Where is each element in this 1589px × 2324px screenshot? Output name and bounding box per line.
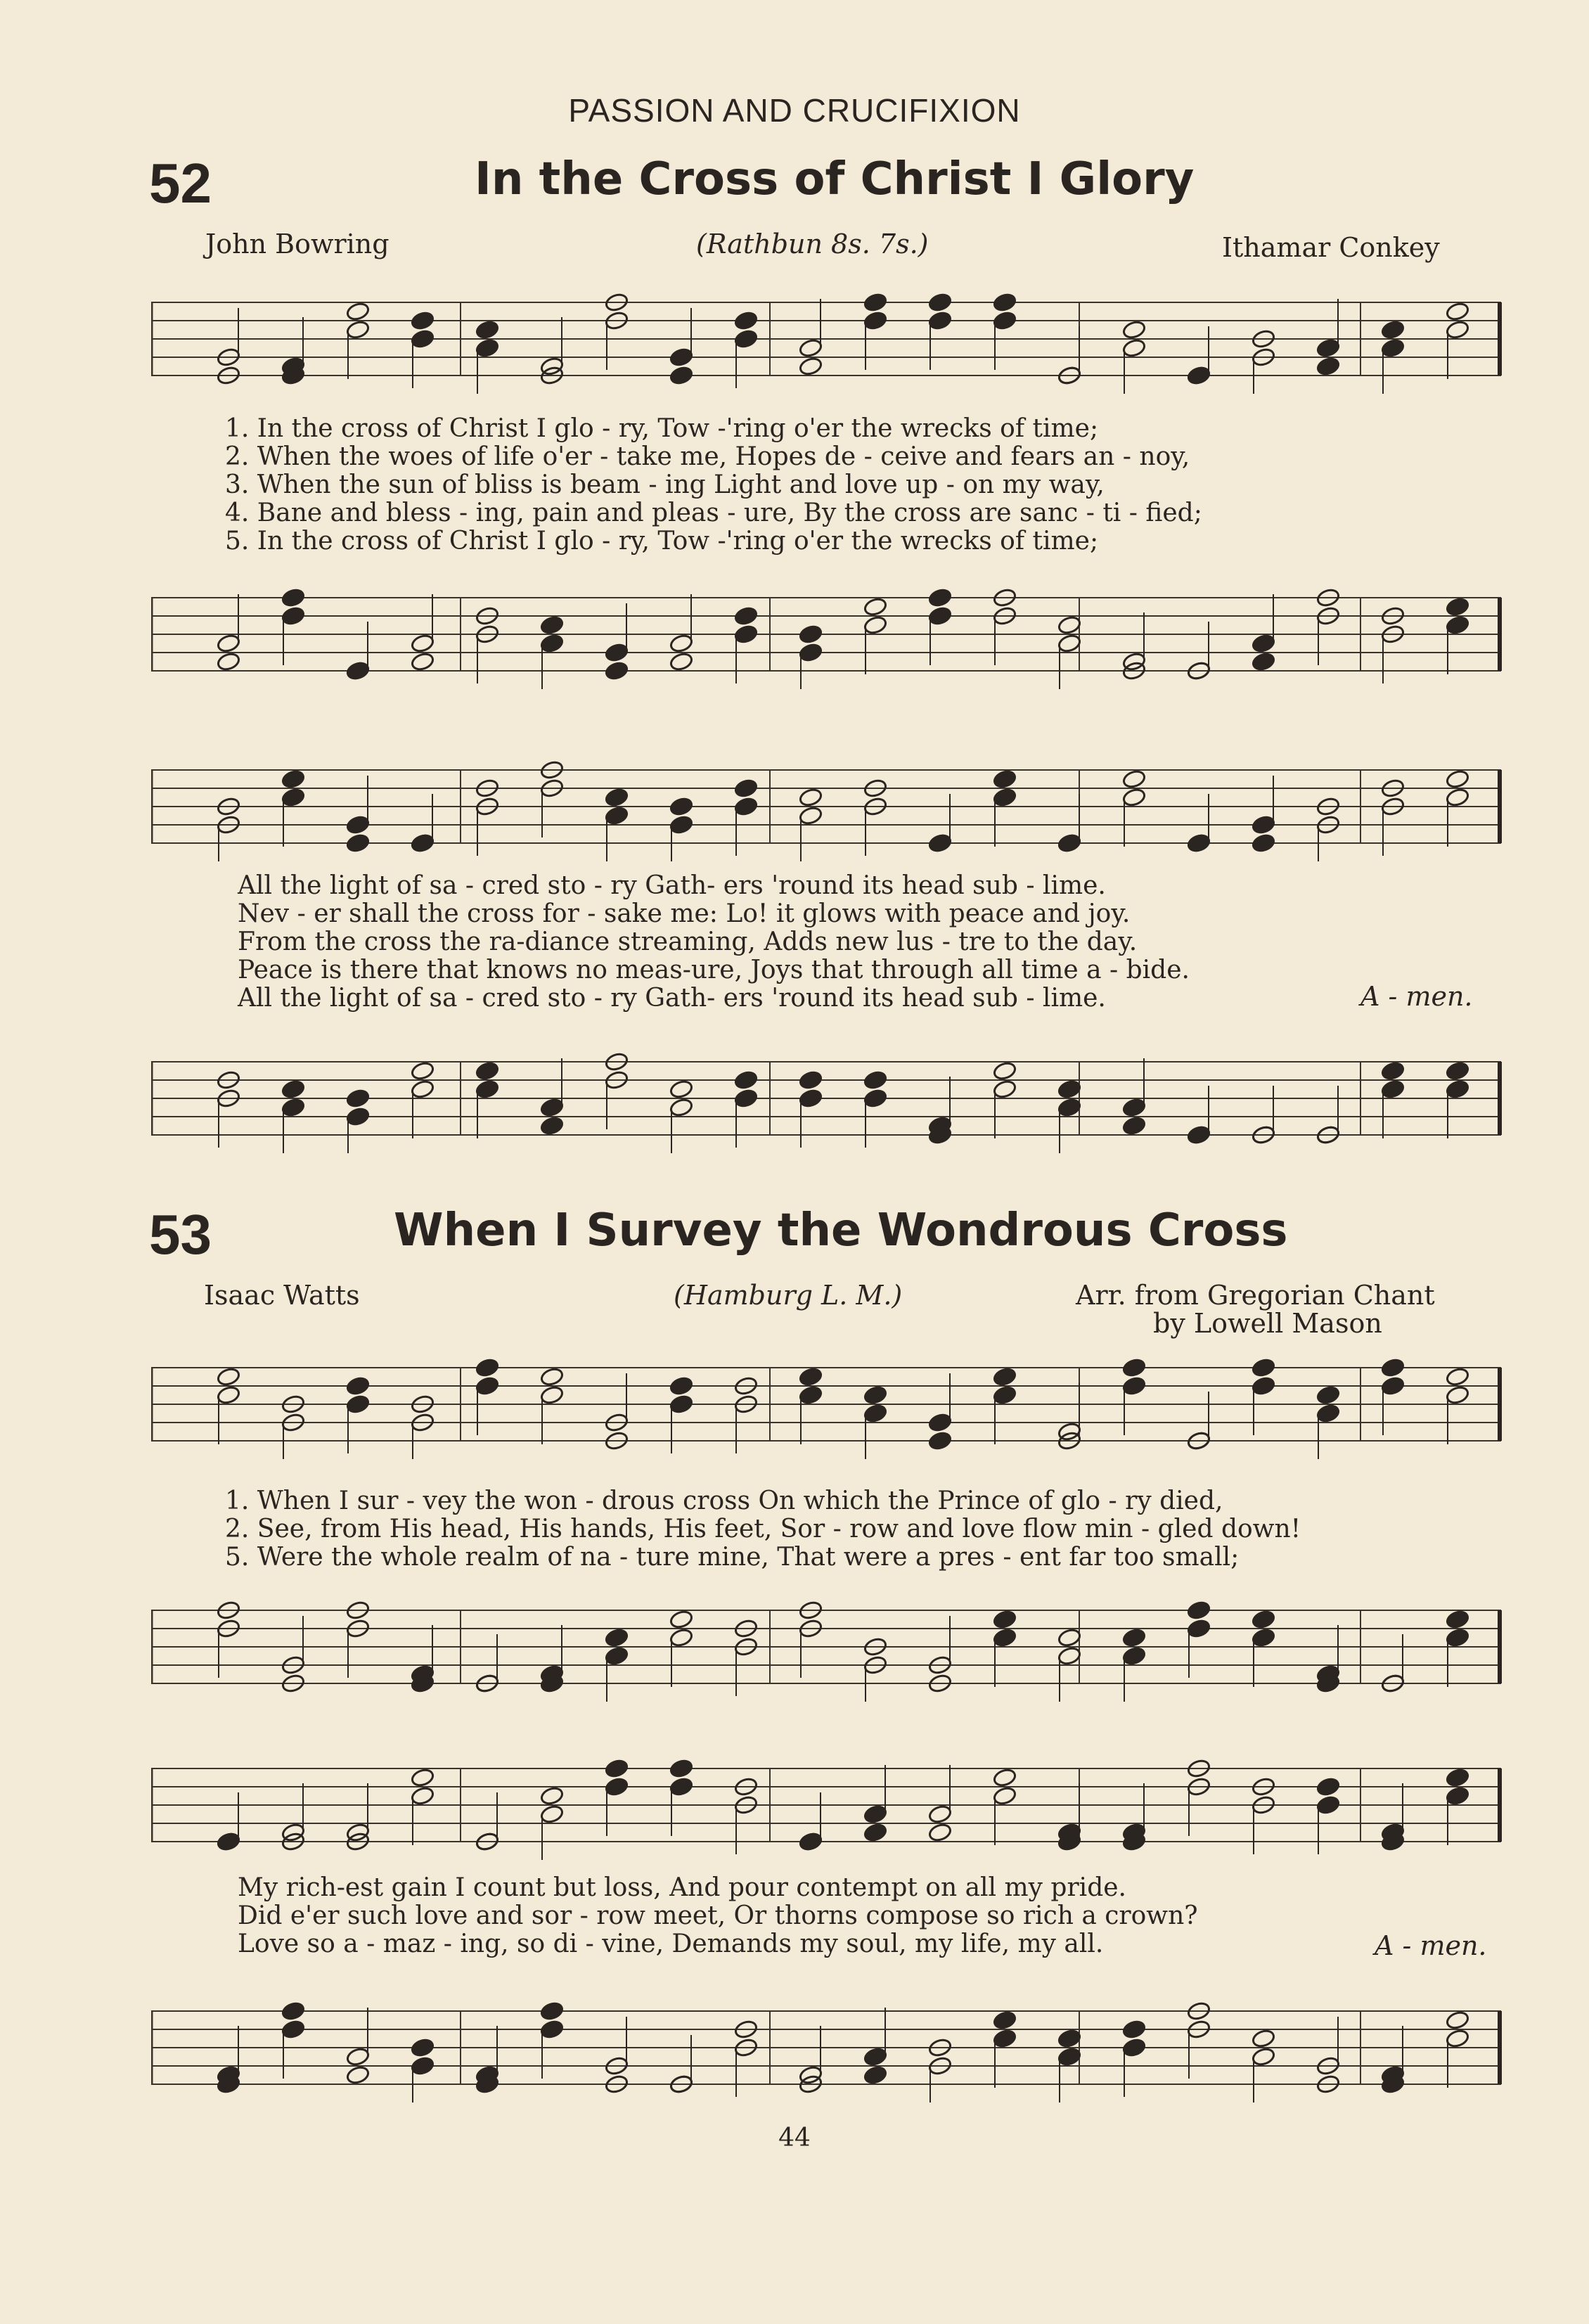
page-number: 44 [778,2124,811,2152]
lyric-line: 2. When the woes of life o'er - take me, Hopes de - ceive and fears an - noy, [225,442,1190,471]
hymn-53-treble-staff-2 [151,1754,1508,1860]
hymn-52-bass-staff-1 [151,584,1508,689]
staff-lines [151,1596,1508,1702]
lyric-line: Peace is there that knows no meas-ure, Joys that through all time a - bide. [238,956,1190,984]
staff-lines [151,756,1508,861]
lyric-line: 2. See, from His head, His hands, His feet, Sor - row and love flow min - gled down! [225,1515,1301,1543]
hymn-52-tune: (Rathbun 8s. 7s.) [696,229,929,259]
lyric-line: Did e'er such love and sor - row meet, Or thorns compose so rich a crown? [238,1901,1198,1930]
hymn-53-amen: A - men. [1375,1930,1487,1961]
section-title: PASSION AND CRUCIFIXION [568,92,1021,129]
hymn-number-53: 53 [149,1203,212,1266]
hymn-53-bass-staff-2 [151,1997,1508,2102]
lyric-line: 5. Were the whole realm of na - ture mine, That were a pres - ent far too small; [225,1543,1240,1572]
hymn-53-verses-block-1 [225,1487,1301,1572]
hymn-52-amen: A - men. [1360,981,1473,1012]
staff-lines [151,288,1508,394]
hymn-53-composer-line1: Arr. from Gregorian Chant [1076,1280,1435,1311]
hymn-number-52: 52 [149,152,212,214]
hymn-52-verses-block-1 [225,415,1202,556]
lyric-line: 1. In the cross of Christ I glo - ry, Tow -'ring o'er the wrecks of time; [225,414,1099,443]
lyric-line: 5. In the cross of Christ I glo - ry, Tow -'ring o'er the wrecks of time; [225,527,1099,556]
hymn-52-verses-block-2 [238,872,1190,1013]
hymn-title-52: In the Cross of Christ I Glory [475,153,1195,205]
lyric-line: My rich-est gain I count but loss, And pour contempt on all my pride. [238,1873,1126,1902]
hymn-53-bass-staff-1 [151,1596,1508,1702]
hymn-52-bass-staff-2 [151,1048,1508,1153]
hymn-53-treble-staff-1 [151,1354,1508,1459]
hymn-53-author: Isaac Watts [204,1280,360,1311]
lyric-line: From the cross the ra-diance streaming, Adds new lus - tre to the day. [238,927,1138,956]
lyric-line: All the light of sa - cred sto - ry Gath- ers 'round its head sub - lime. [238,871,1106,900]
hymn-52-author: John Bowring [205,229,390,259]
staff-lines [151,1997,1508,2102]
staff-lines [151,1354,1508,1459]
staff-lines [151,584,1508,689]
hymn-52-treble-staff-1 [151,288,1508,394]
lyric-line: 4. Bane and bless - ing, pain and pleas - ure, By the cross are sanc - ti - fied; [225,499,1202,527]
lyric-line: 3. When the sun of bliss is beam - ing Light and love up - on my way, [225,470,1105,499]
lyric-line: All the light of sa - cred sto - ry Gath- ers 'round its head sub - lime. [238,984,1106,1013]
hymn-52-treble-staff-2 [151,756,1508,861]
hymn-53-composer-line2: by Lowell Mason [1153,1308,1382,1339]
hymn-52-composer: Ithamar Conkey [1222,232,1440,263]
lyric-line: 1. When I sur - vey the won - drous cross On which the Prince of glo - ry died, [225,1487,1223,1515]
hymn-title-53: When I Survey the Wondrous Cross [394,1205,1288,1257]
hymn-53-tune: (Hamburg L. M.) [674,1280,903,1311]
staff-lines [151,1754,1508,1860]
staff-lines [151,1048,1508,1153]
lyric-line: Love so a - maz - ing, so di - vine, Demands my soul, my life, my all. [238,1930,1104,1958]
lyric-line: Nev - er shall the cross for - sake me: Lo! it glows with peace and joy. [238,899,1131,928]
hymn-53-verses-block-2 [238,1874,1198,1958]
